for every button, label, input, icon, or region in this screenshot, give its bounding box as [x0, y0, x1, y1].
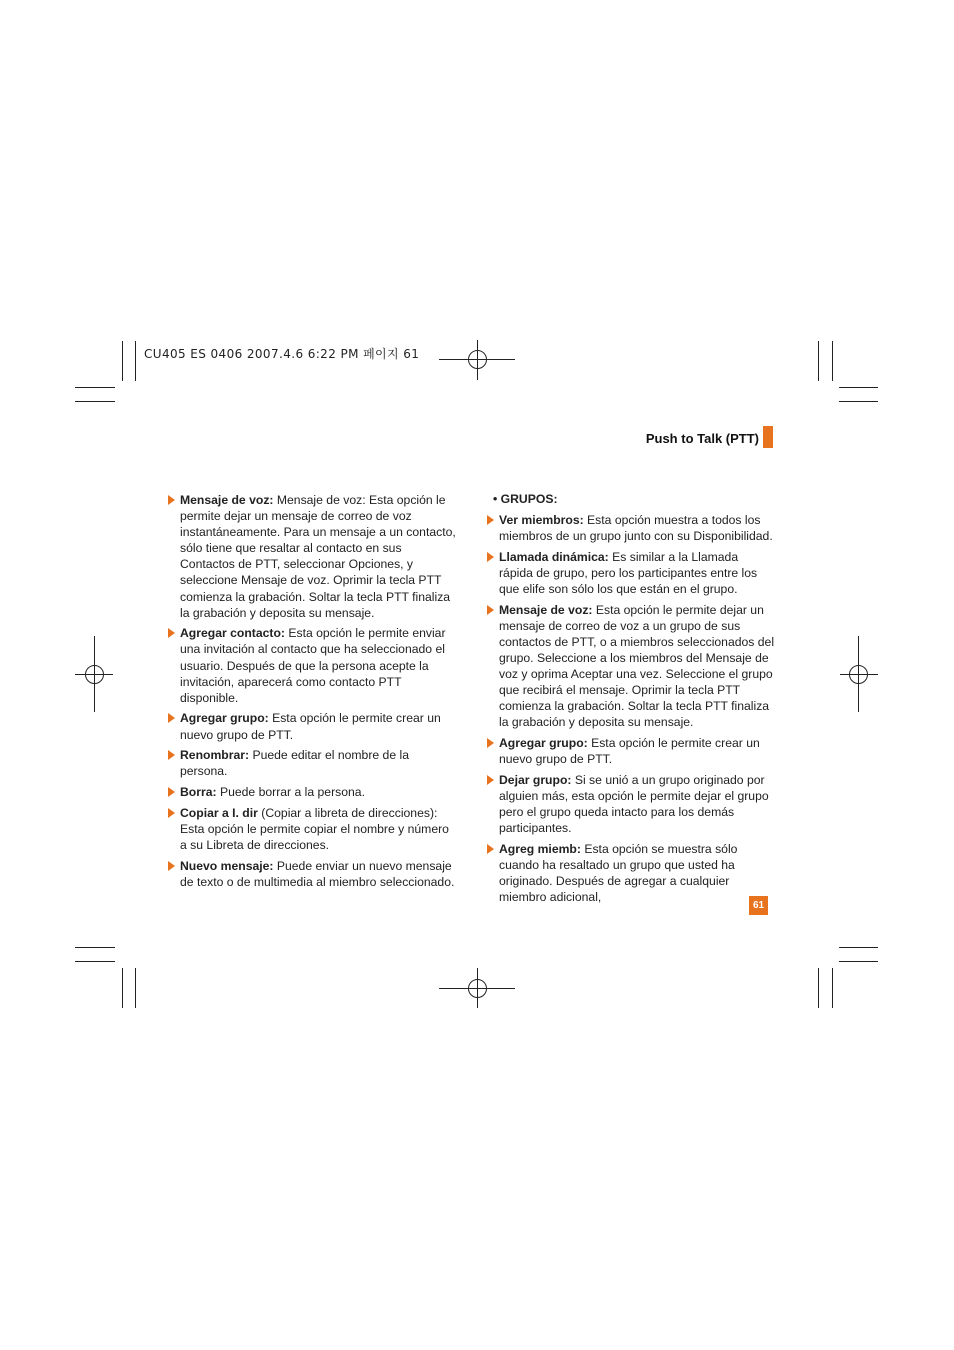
item-term: Dejar grupo:: [499, 772, 572, 787]
item-term: Nuevo mensaje:: [180, 858, 274, 873]
list-item: [487, 772, 775, 836]
item-term: Llamada dinámica:: [499, 549, 609, 564]
item-term: Mensaje de voz:: [180, 493, 274, 507]
arrow-icon: [487, 605, 494, 615]
section-tab-marker: [763, 426, 773, 448]
crop-mark: [832, 341, 833, 381]
list-item: [168, 858, 456, 890]
item-text: Puede editar el nombre de la persona.: [180, 748, 409, 779]
crop-mark: [135, 968, 136, 1008]
item-term: Agreg miemb:: [499, 841, 581, 856]
arrow-icon: [487, 738, 494, 748]
item-term: Copiar a I. dir: [180, 805, 258, 820]
item-term: Ver miembros:: [499, 513, 584, 528]
list-item: [168, 747, 456, 779]
crop-mark: [839, 387, 878, 388]
list-item: [168, 710, 456, 742]
crop-mark: [75, 947, 115, 948]
item-text: Si se unió a un grupo originado por alguien más, esta opción le permite dejar el grupo pero el grupo queda intacto para los demás participantes.: [499, 772, 769, 836]
item-text: Esta opción muestra a todos los miembros de un grupo junto con su Disponibilidad.: [499, 513, 773, 544]
list-item: [487, 549, 775, 597]
arrow-icon: [487, 515, 494, 525]
arrow-icon: [168, 750, 175, 760]
item-text: Mensaje de voz: Esta opción le permite dejar un mensaje de correo de voz instantáneamente. Para un mensaje a un contacto, sólo tiene que resaltar al contacto en sus Contactos de PTT, seleccionar Opciones, y seleccione Mensaje de voz. Oprimir la tecla PTT comienza la grabación. Soltar la tecla PTT finaliza la grabación y deposita su mensaje.: [180, 493, 456, 620]
item-term: Renombrar:: [180, 748, 250, 763]
arrow-icon: [168, 713, 175, 723]
print-header: CU405 ES 0406 2007.4.6 6:22 PM 페이지 61: [144, 347, 420, 361]
arrow-icon: [168, 861, 175, 871]
arrow-icon: [487, 775, 494, 785]
list-item: [168, 805, 456, 853]
left-column: [168, 492, 456, 894]
groups-heading: • GRUPOS:: [493, 492, 558, 506]
item-text: Esta opción le permite enviar una invitación al contacto que ha seleccionado el usuario. Después de que la persona acepte la invitación, aparecerá como contacto PTT disponible.: [180, 626, 446, 705]
item-term: Agregar contacto:: [180, 626, 285, 641]
item-text: Esta opción le permite crear un nuevo grupo de PTT.: [180, 711, 441, 742]
crop-mark: [839, 401, 878, 402]
list-item: [487, 841, 775, 905]
list-item: [168, 784, 456, 800]
item-term: Agregar grupo:: [499, 736, 588, 751]
item-text: Es similar a la Llamada rápida de grupo, pero los participantes entre los que elife son sólo los que están en el grupo.: [499, 549, 758, 597]
arrow-icon: [168, 808, 175, 818]
crop-mark: [832, 968, 833, 1008]
list-item: [487, 735, 775, 767]
crop-mark: [75, 387, 115, 388]
item-text: Puede enviar un nuevo mensaje de texto o de multimedia al miembro seleccionado.: [180, 858, 455, 889]
crop-mark: [75, 401, 115, 402]
section-title: Push to Talk (PTT): [645, 431, 759, 446]
page-number-badge: 61: [749, 896, 768, 915]
item-text: Esta opción le permite crear un nuevo grupo de PTT.: [499, 736, 760, 767]
crop-mark: [818, 341, 819, 381]
item-text: Esta opción le permite dejar un mensaje de correo de voz a un grupo de sus contactos de PTT, o a miembros seleccionados del grupo. Seleccione a los miembros del Mensaje de voz y oprima Aceptar una vez. Seleccione el grupo que recibirá el mensaje. Oprimir la tecla PTT comienza la grabación. Soltar la tecla PTT finaliza la grabación y deposita su mensaje.: [499, 602, 775, 730]
crop-mark: [122, 968, 123, 1008]
list-item: [168, 625, 456, 705]
arrow-icon: [168, 787, 175, 797]
item-text: (Copiar a libreta de direcciones): Esta opción le permite copiar el nombre y número a su Libreta de direcciones.: [180, 805, 449, 852]
crop-mark: [839, 961, 878, 962]
item-term: Borra:: [180, 784, 217, 799]
crop-mark: [122, 341, 123, 381]
crop-mark: [839, 947, 878, 948]
crop-mark: [135, 341, 136, 381]
list-item: [487, 512, 775, 544]
arrow-icon: [168, 495, 175, 505]
arrow-icon: [168, 628, 175, 638]
arrow-icon: [487, 552, 494, 562]
item-term: Mensaje de voz:: [499, 602, 593, 617]
list-item: [487, 602, 775, 731]
arrow-icon: [487, 844, 494, 854]
crop-mark: [75, 961, 115, 962]
list-item: [168, 492, 456, 621]
item-text: Esta opción se muestra sólo cuando ha resaltado un grupo que usted ha originado. Después de agregar a cualquier miembro adicional,: [499, 841, 738, 905]
item-text: Puede borrar a la persona.: [216, 784, 365, 799]
item-term: Agregar grupo:: [180, 711, 269, 726]
crop-mark: [818, 968, 819, 1008]
right-column: [487, 491, 775, 910]
